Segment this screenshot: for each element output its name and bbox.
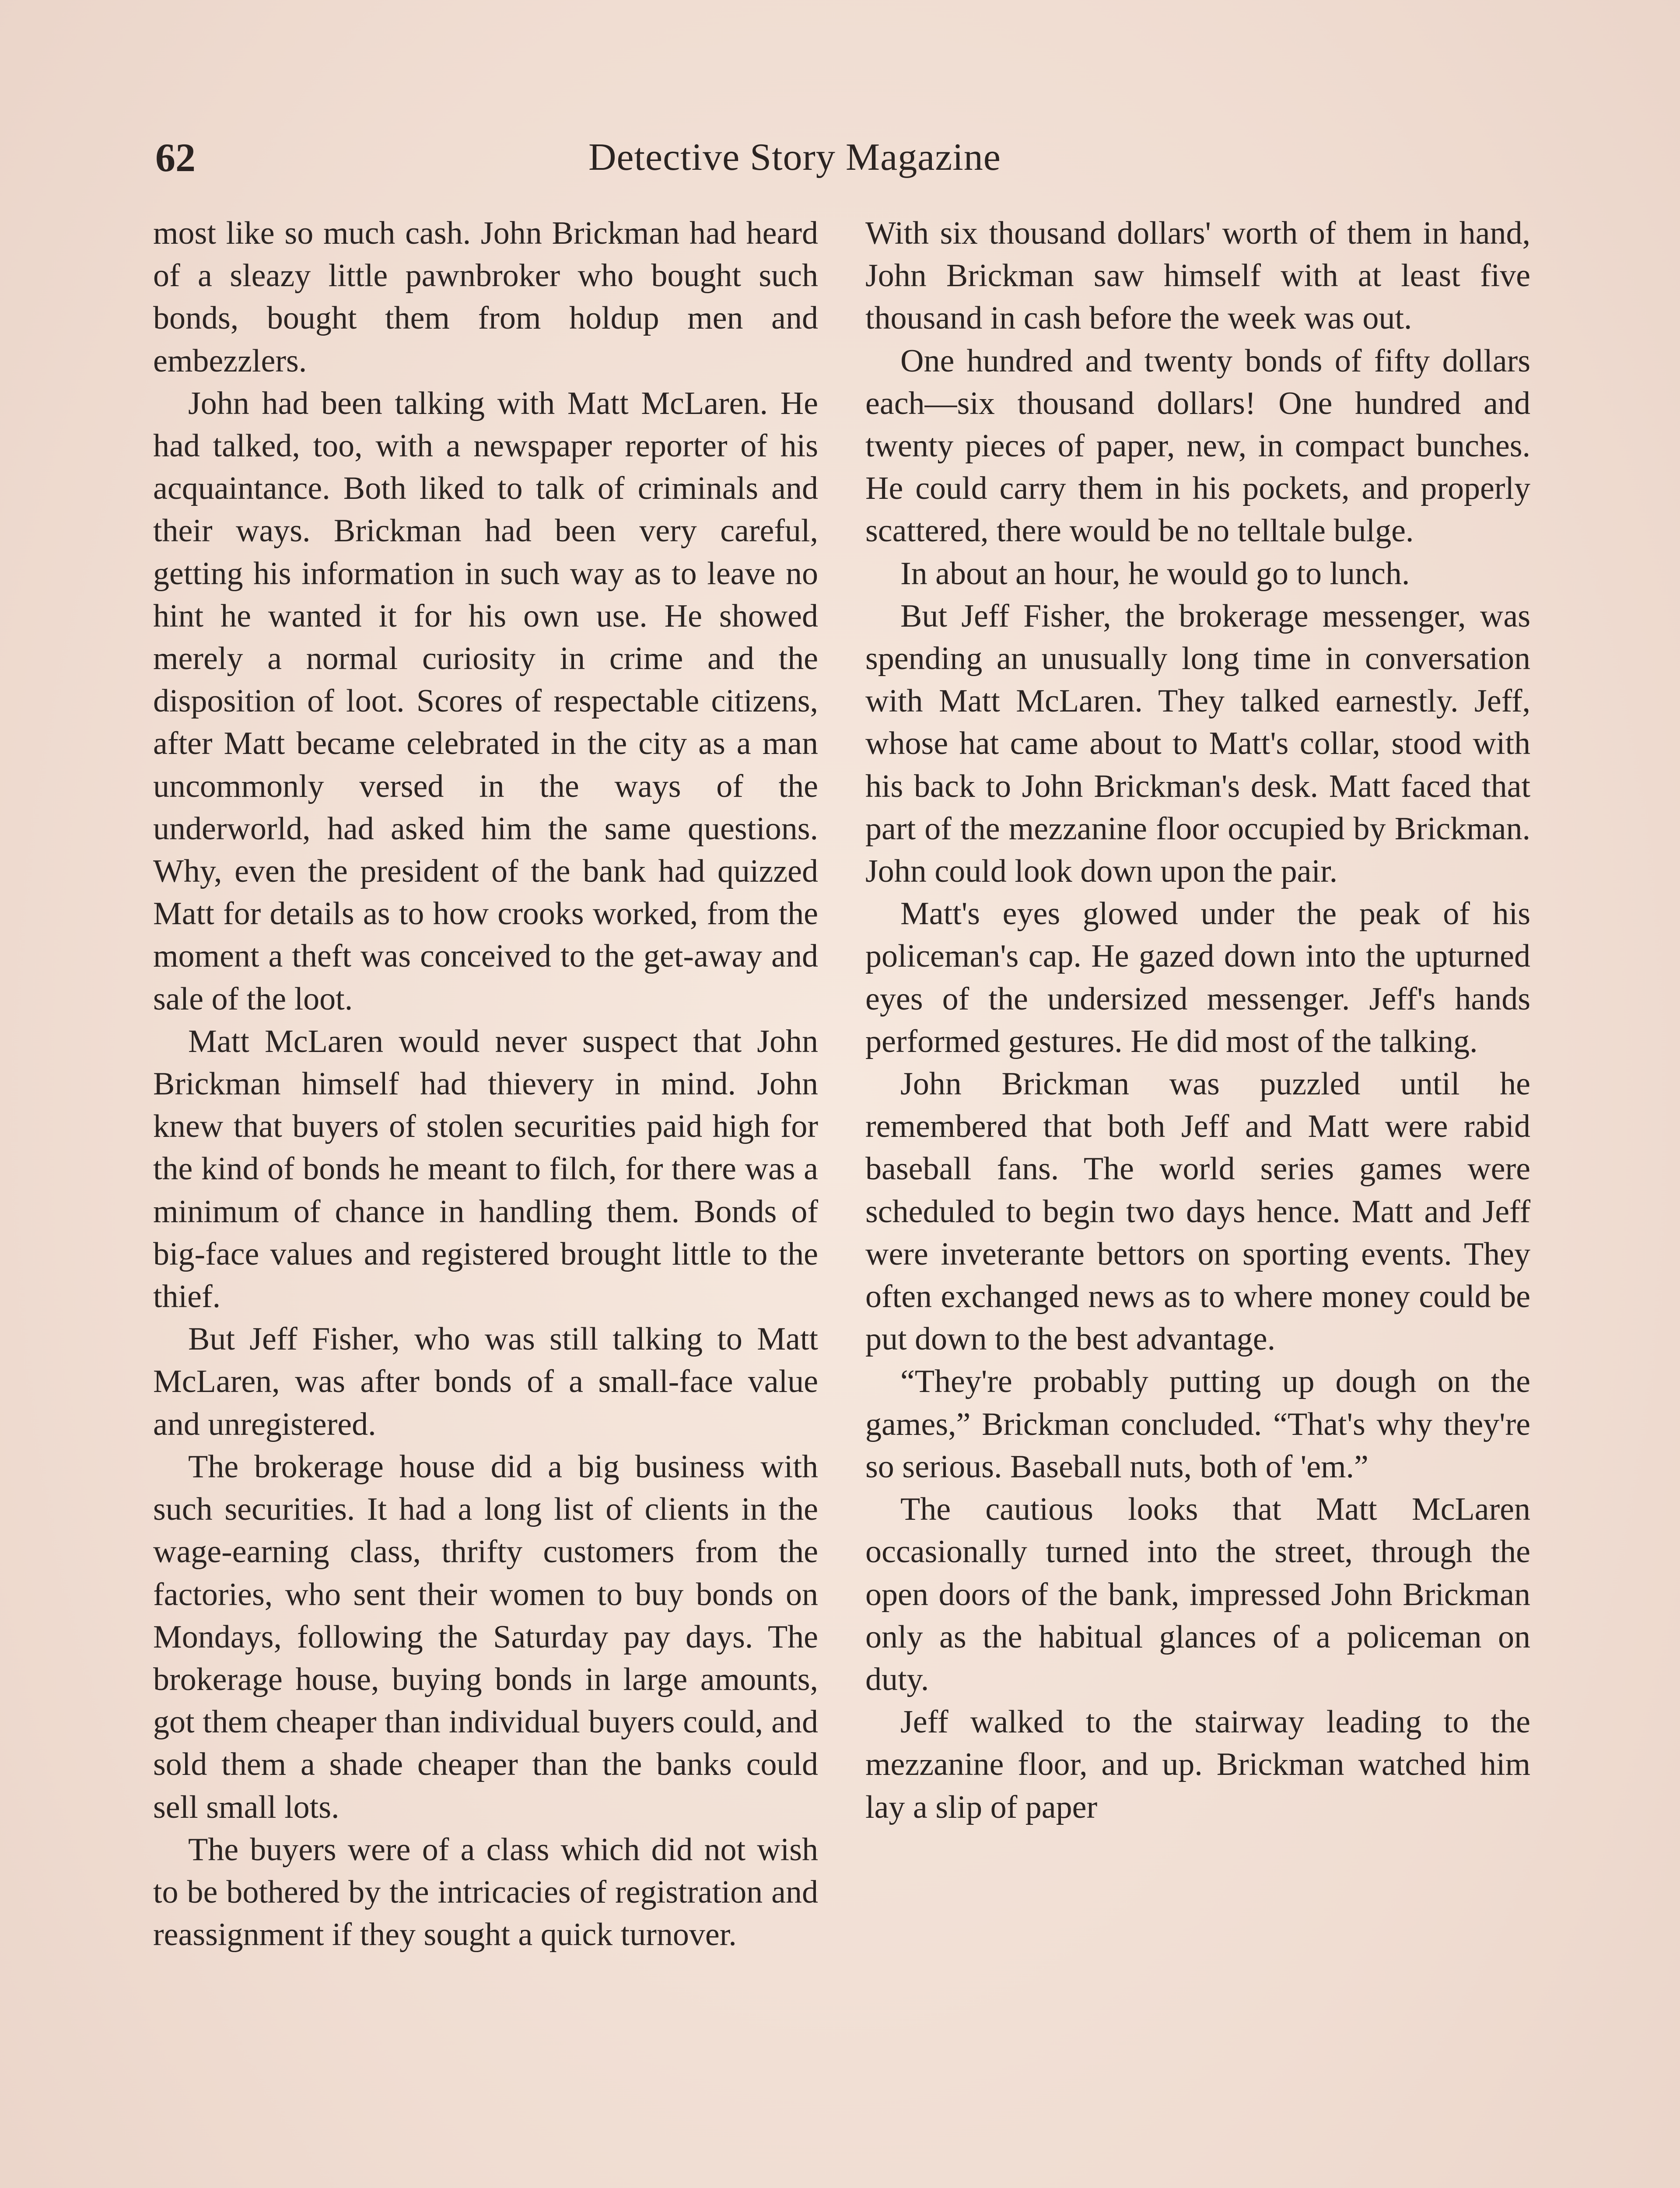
paragraph: In about an hour, he would go to lunch.	[900, 555, 1410, 592]
running-title: Detective Story Magazine	[588, 136, 1001, 179]
paragraph: Matt's eyes glowed under the peak of his policeman's cap. He gazed down into the upturned eyes of the undersized messenger. Jeff's hands performed gestures. He did most of the talking.	[865, 896, 1530, 1059]
paragraph: Jeff walked to the stairway leading to the mezzanine floor, and up. Brickman watched him lay a slip of paper	[865, 1704, 1530, 1825]
left-column	[153, 212, 818, 1956]
paragraph: With six thousand dollars' worth of them in hand, John Brickman saw himself with at least five thousand in cash before the week was out.	[865, 215, 1530, 337]
paragraph: The brokerage house did a big business with such securities. It had a long list of clients in the wage-earning class, thrifty customers from the factories, who sent their women to buy bonds on Mondays, following the Saturday pay days. The brokerage house, buying bonds in large amounts, got them cheaper than individual buyers could, and sold them a shade cheaper than the banks could sell small lots.	[153, 1448, 818, 1825]
paragraph: John had been talking with Matt McLaren. He had talked, too, with a newspaper reporter of his acquaintance. Both liked to talk of criminals and their ways. Brickman had been very careful, getting his information in such way as to leave no hint he wanted it for his own use. He showed merely a normal curiosity in crime and the disposition of loot. Scores of respectable citizens, after Matt became celebrated in the city as a man uncommonly versed in the ways of the underworld, had asked him the same questions. Why, even the president of the bank had quizzed Matt for details as to how crooks worked, from the moment a theft was conceived to the get-away and sale of the loot.	[153, 385, 818, 1017]
paragraph: The cautious looks that Matt McLaren occasionally turned into the street, through the open doors of the bank, impressed John Brickman only as the habitual glances of a policeman on duty.	[865, 1491, 1530, 1697]
paragraph: John Brickman was puzzled until he remembered that both Jeff and Matt were rabid baseball fans. The world series games were scheduled to begin two days hence. Matt and Jeff were inveterante bettors on sporting events. They often exchanged news as to where money could be put down to the best advantage.	[865, 1066, 1530, 1357]
paragraph: But Jeff Fisher, who was still talking to Matt McLaren, was after bonds of a small-face value and unregistered.	[153, 1321, 818, 1442]
paragraph: “They're probably putting up dough on the games,” Brickman concluded. “That's why they're so serious. Baseball nuts, both of 'em.”	[865, 1364, 1530, 1485]
paragraph: But Jeff Fisher, the brokerage messenger, was spending an unusually long time in conversation with Matt McLaren. They talked earnestly. Jeff, whose hat came about to Matt's collar, stood with his back to John Brickman's desk. Matt faced that part of the mezzanine floor occupied by Brickman. John could look down upon the pair.	[865, 598, 1530, 890]
right-column	[865, 212, 1530, 1829]
page-header	[155, 127, 1162, 188]
paragraph: Matt McLaren would never suspect that John Brickman himself had thievery in mind. John knew that buyers of stolen securities paid high for the kind of bonds he meant to filch, for there was a minimum of chance in handling them. Bonds of big-face values and registered brought little to the thief.	[153, 1023, 818, 1315]
paragraph: One hundred and twenty bonds of fifty dollars each—six thousand dollars! One hundred and twenty pieces of paper, new, in compact bunches. He could carry them in his pockets, and properly scattered, there would be no telltale bulge.	[865, 343, 1530, 549]
paragraph: The buyers were of a class which did not wish to be bothered by the intricacies of registration and reassignment if they sought a quick turnover.	[153, 1831, 818, 1953]
page-number: 62	[155, 135, 196, 180]
paragraph: most like so much cash. John Brickman had heard of a sleazy little pawnbroker who bought such bonds, bought them from holdup men and embezzlers.	[153, 215, 818, 379]
